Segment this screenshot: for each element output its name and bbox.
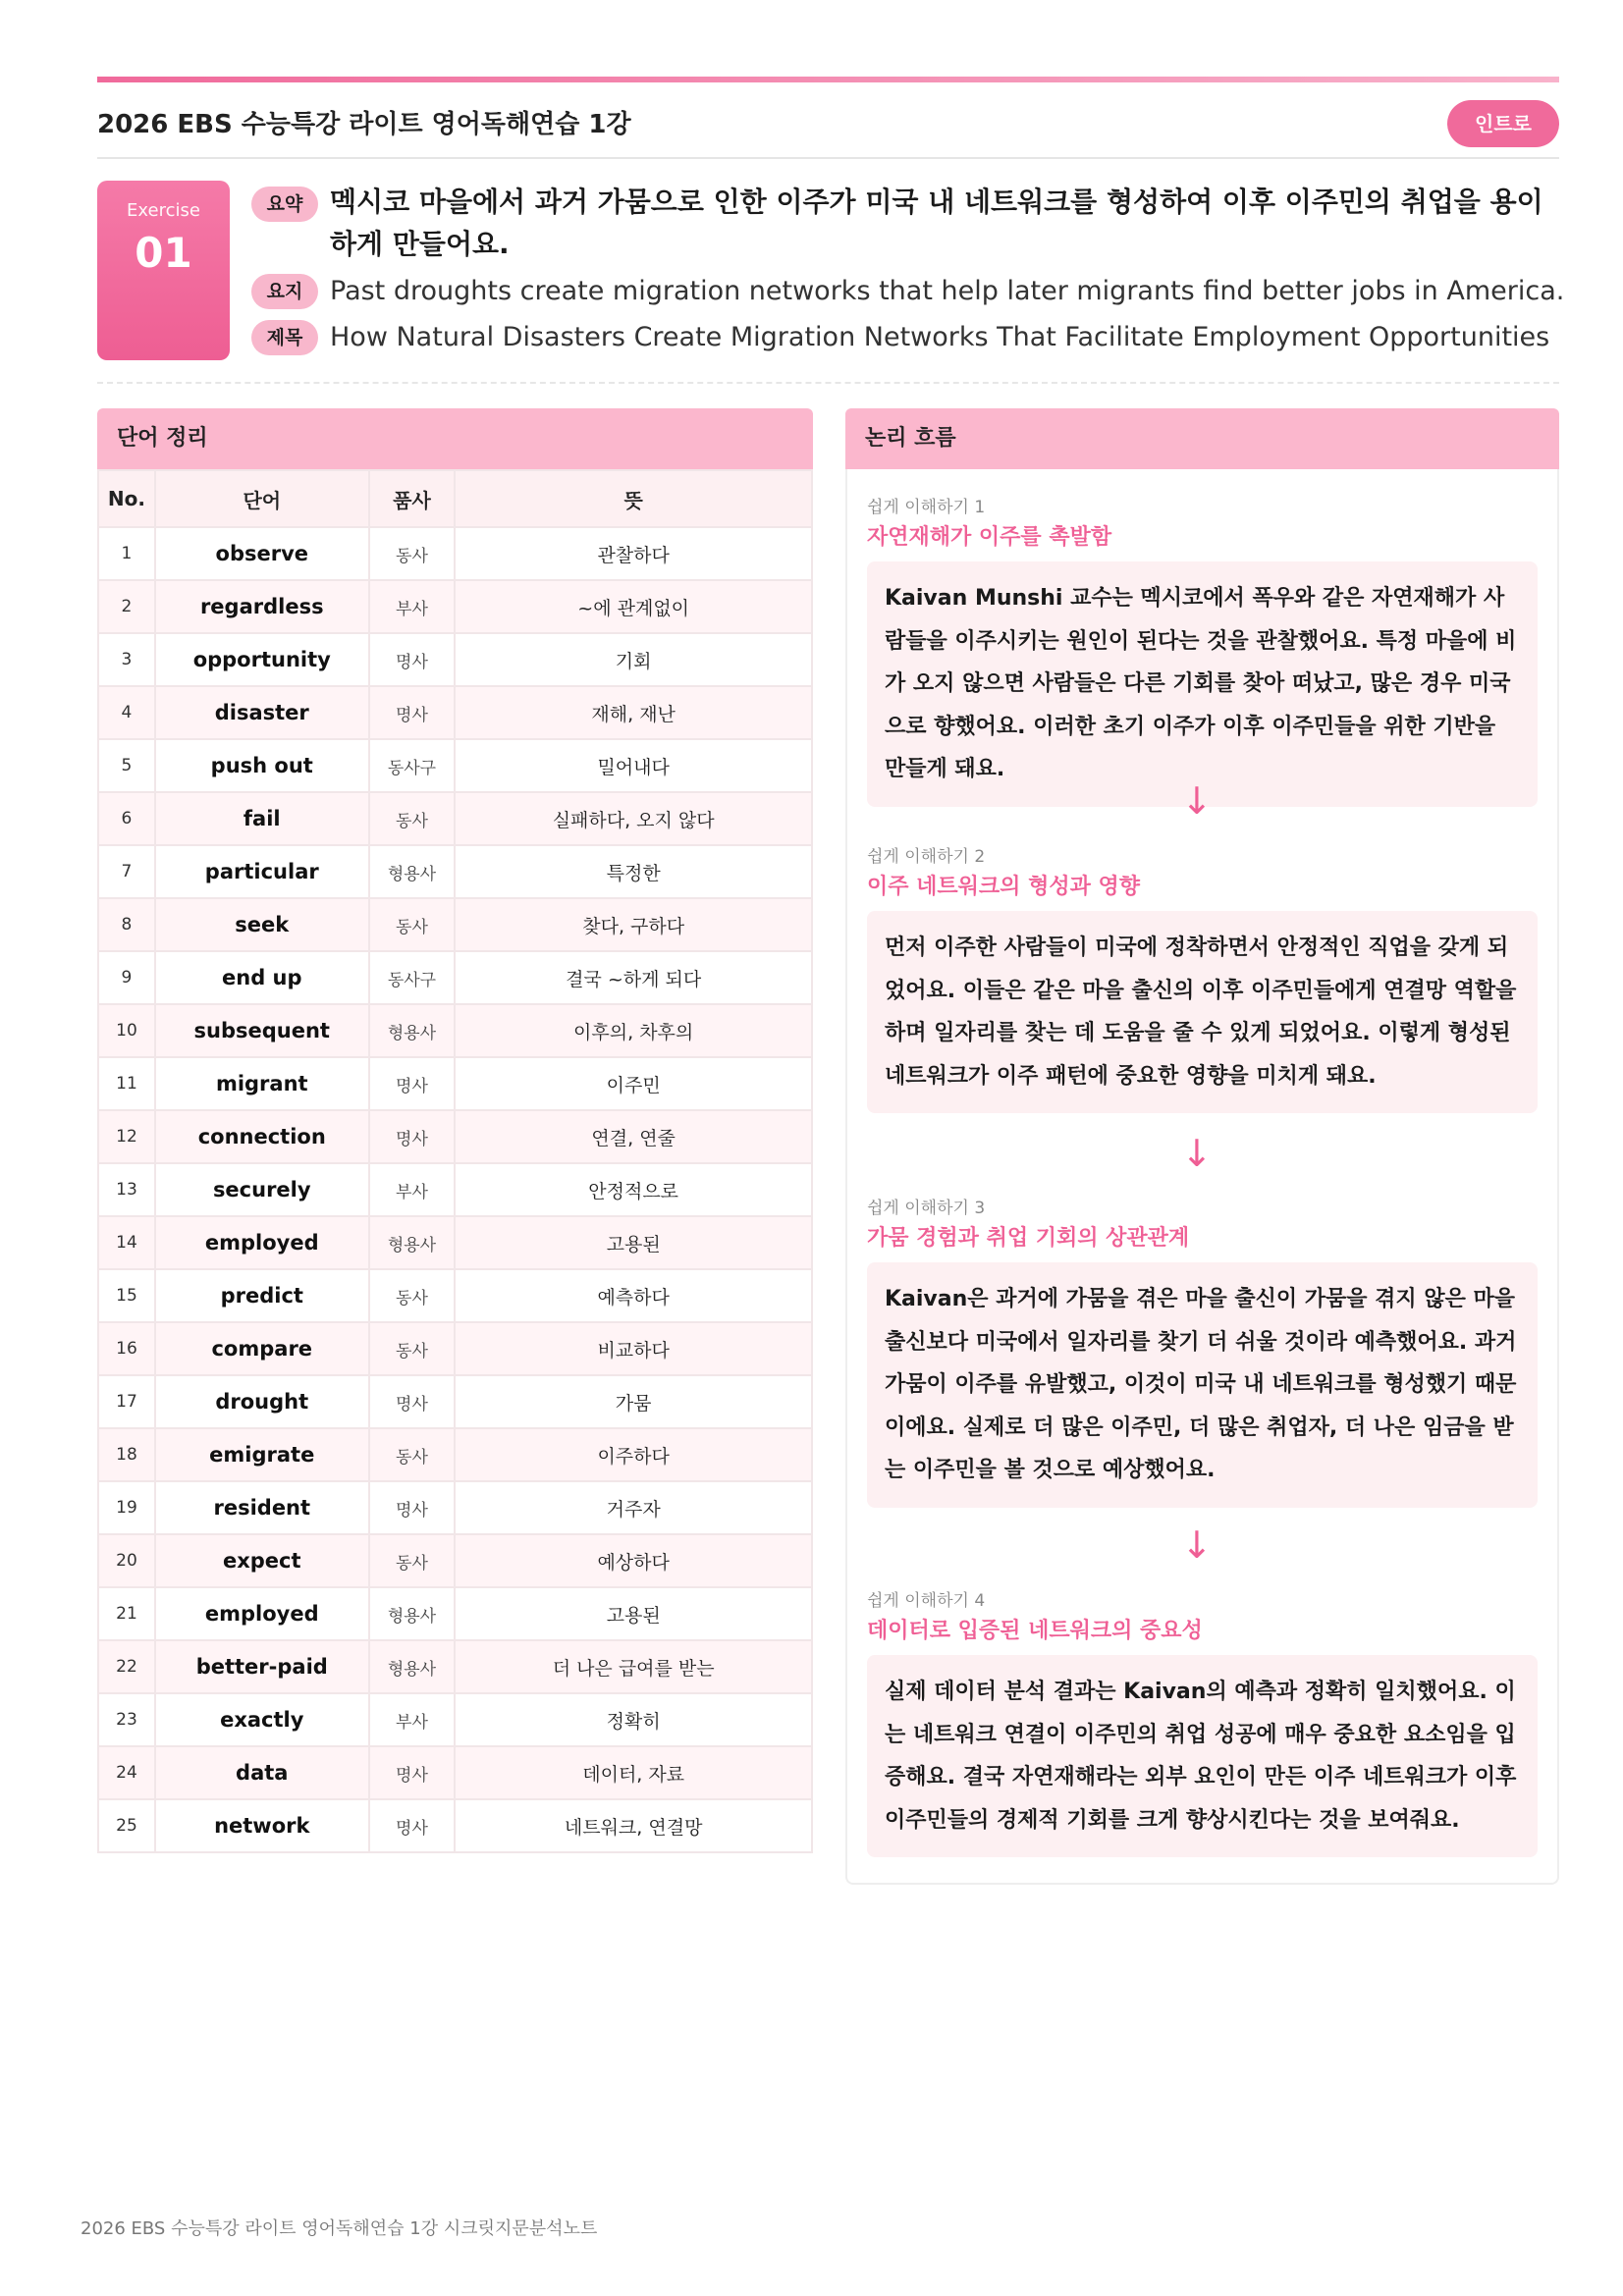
step-label: 쉽게 이해하기 1 [867,498,986,517]
cell-meaning: 특정한 [455,845,812,898]
cell-meaning: 이주민 [455,1057,812,1110]
cell-pos: 동사구 [369,739,456,792]
cell-word: employed [155,1587,369,1640]
table-row [98,1004,812,1057]
cell-word: regardless [155,580,369,633]
cell-word: fail [155,792,369,845]
cell-pos: 동사 [369,1269,456,1322]
step-title: 자연재해가 이주를 촉발함 [867,525,1112,550]
step-card: 실제 데이터 분석 결과는 Kaivan의 예측과 정확히 일치했어요. 이는 네트워크 연결이 이주민의 취업 성공에 매우 중요한 요소임을 입증해요. 결국 자연재해라는 외부 요인이 만든 이주 네트워크가 이후 이주민들의 경제적 기회를 크게 향상시킨다는 것을 보여줘요. [867,1655,1538,1857]
table-row [98,1216,812,1269]
cell-pos: 형용사 [369,1640,456,1693]
arrow-down-icon: ↓ [1181,1523,1213,1567]
cell-no: 25 [98,1799,155,1852]
cell-meaning: 연결, 연줄 [455,1110,812,1163]
cell-word: migrant [155,1057,369,1110]
cell-meaning: 비교하다 [455,1322,812,1375]
table-row [98,739,812,792]
cell-meaning: 이후의, 차후의 [455,1004,812,1057]
step-card: 먼저 이주한 사람들이 미국에 정착하면서 안정적인 직업을 갖게 되었어요. 이들은 같은 마을 출신의 이후 이주민들에게 연결망 역할을 하며 일자리를 찾는 데 도움을 줄 수 있게 되었어요. 이렇게 형성된 네트워크가 이주 패턴에 중요한 영향을 미치게 돼요. [867,911,1538,1113]
cell-pos: 동사 [369,1428,456,1481]
title-text: How Natural Disasters Create Migration Networks That Facilitate Employment Opportunities [330,322,1550,352]
cell-meaning: 예측하다 [455,1269,812,1322]
cell-no: 21 [98,1587,155,1640]
arrow-down-icon: ↓ [1181,779,1213,823]
cell-meaning: 더 나은 급여를 받는 [455,1640,812,1693]
table-row [98,1428,812,1481]
cell-no: 16 [98,1322,155,1375]
table-row [98,580,812,633]
cell-word: emigrate [155,1428,369,1481]
cell-pos: 동사 [369,527,456,580]
cell-no: 22 [98,1640,155,1693]
cell-word: securely [155,1163,369,1216]
table-row [98,1269,812,1322]
cell-word: opportunity [155,633,369,686]
cell-pos: 명사 [369,633,456,686]
top-accent-rule [97,77,1559,82]
cell-no: 5 [98,739,155,792]
summary-text: 멕시코 마을에서 과거 가뭄으로 인한 이주가 미국 내 네트워크를 형성하여 이후 이주민의 취업을 용이하게 만들어요. [330,186,1543,260]
cell-no: 3 [98,633,155,686]
cell-word: observe [155,527,369,580]
table-row [98,1110,812,1163]
cell-pos: 동사 [369,1322,456,1375]
cell-meaning: 데이터, 자료 [455,1746,812,1799]
cell-word: drought [155,1375,369,1428]
cell-word: network [155,1799,369,1852]
cell-no: 15 [98,1269,155,1322]
exercise-box [97,181,230,360]
table-row [98,686,812,739]
step-title: 가뭄 경험과 취업 기회의 상관관계 [867,1226,1190,1251]
cell-word: seek [155,898,369,951]
step-title: 데이터로 입증된 네트워크의 중요성 [867,1619,1203,1643]
table-row [98,527,812,580]
exercise-number: 01 [135,229,192,277]
cell-no: 1 [98,527,155,580]
cell-pos: 명사 [369,1481,456,1534]
cell-meaning: 네트워크, 연결망 [455,1799,812,1852]
cell-pos: 형용사 [369,845,456,898]
table-row [98,1587,812,1640]
cell-meaning: 밀어내다 [455,739,812,792]
cell-meaning: 고용된 [455,1587,812,1640]
cell-no: 11 [98,1057,155,1110]
col-meaning-header: 뜻 [455,470,812,527]
cell-word: better-paid [155,1640,369,1693]
cell-word: particular [155,845,369,898]
page-header [97,100,1559,159]
cell-no: 20 [98,1534,155,1587]
cell-pos: 부사 [369,580,456,633]
cell-no: 23 [98,1693,155,1746]
cell-no: 9 [98,951,155,1004]
step-label: 쉽게 이해하기 2 [867,847,986,867]
flow-panel [845,469,1559,1885]
gist-tag: 요지 [251,274,318,309]
cell-pos: 형용사 [369,1004,456,1057]
col-pos-header: 품사 [369,470,456,527]
cell-pos: 부사 [369,1163,456,1216]
section-divider [97,382,1559,384]
table-row [98,1746,812,1799]
step-label: 쉽게 이해하기 3 [867,1199,986,1218]
cell-word: compare [155,1322,369,1375]
col-no-header: No. [98,470,155,527]
summary-tag: 요약 [251,187,318,222]
table-row [98,1799,812,1852]
cell-pos: 명사 [369,1110,456,1163]
cell-no: 13 [98,1163,155,1216]
table-row [98,1534,812,1587]
page-title: 2026 EBS 수능특강 라이트 영어독해연습 1강 [97,110,631,139]
cell-word: push out [155,739,369,792]
table-row [98,1693,812,1746]
vocab-body [98,527,812,1852]
cell-word: end up [155,951,369,1004]
cell-no: 19 [98,1481,155,1534]
table-row [98,1375,812,1428]
cell-word: connection [155,1110,369,1163]
table-row [98,1640,812,1693]
table-row [98,845,812,898]
cell-pos: 명사 [369,686,456,739]
cell-pos: 명사 [369,1375,456,1428]
cell-no: 2 [98,580,155,633]
cell-pos: 부사 [369,1693,456,1746]
cell-pos: 형용사 [369,1216,456,1269]
cell-no: 14 [98,1216,155,1269]
cell-pos: 명사 [369,1746,456,1799]
vocab-header-row [98,470,812,527]
cell-no: 4 [98,686,155,739]
cell-meaning: ~에 관계없이 [455,580,812,633]
table-row [98,898,812,951]
cell-word: expect [155,1534,369,1587]
cell-pos: 동사 [369,898,456,951]
table-row [98,1057,812,1110]
cell-meaning: 결국 ~하게 되다 [455,951,812,1004]
cell-word: predict [155,1269,369,1322]
cell-no: 18 [98,1428,155,1481]
table-row [98,1163,812,1216]
cell-pos: 명사 [369,1799,456,1852]
cell-pos: 동사 [369,1534,456,1587]
col-word-header: 단어 [155,470,369,527]
page-footer: 2026 EBS 수능특강 라이트 영어독해연습 1강 시크릿지문분석노트 [81,2218,598,2239]
cell-pos: 형용사 [369,1587,456,1640]
cell-no: 6 [98,792,155,845]
cell-no: 24 [98,1746,155,1799]
cell-pos: 동사구 [369,951,456,1004]
step-label: 쉽게 이해하기 4 [867,1591,986,1611]
cell-no: 12 [98,1110,155,1163]
table-row [98,951,812,1004]
flow-heading: 논리 흐름 [845,408,1559,469]
table-row [98,633,812,686]
cell-meaning: 안정적으로 [455,1163,812,1216]
step-title: 이주 네트워크의 형성과 영향 [867,875,1141,899]
cell-meaning: 관찰하다 [455,527,812,580]
cell-no: 8 [98,898,155,951]
cell-no: 7 [98,845,155,898]
cell-meaning: 실패하다, 오지 않다 [455,792,812,845]
cell-word: resident [155,1481,369,1534]
cell-word: employed [155,1216,369,1269]
cell-word: subsequent [155,1004,369,1057]
cell-meaning: 찾다, 구하다 [455,898,812,951]
table-row [98,792,812,845]
vocab-heading: 단어 정리 [97,408,813,469]
cell-word: data [155,1746,369,1799]
intro-badge[interactable]: 인트로 [1447,100,1559,147]
cell-meaning: 거주자 [455,1481,812,1534]
title-tag: 제목 [251,320,318,355]
cell-meaning: 재해, 재난 [455,686,812,739]
exercise-label: Exercise [127,200,200,221]
cell-no: 10 [98,1004,155,1057]
table-row [98,1322,812,1375]
cell-word: disaster [155,686,369,739]
vocab-table [97,469,813,1853]
gist-text: Past droughts create migration networks that help later migrants find better jobs in America. [330,276,1565,306]
cell-meaning: 이주하다 [455,1428,812,1481]
cell-no: 17 [98,1375,155,1428]
cell-pos: 동사 [369,792,456,845]
cell-meaning: 정확히 [455,1693,812,1746]
arrow-down-icon: ↓ [1181,1132,1213,1175]
cell-meaning: 가뭄 [455,1375,812,1428]
step-card: Kaivan은 과거에 가뭄을 겪은 마을 출신이 가뭄을 겪지 않은 마을 출신보다 미국에서 일자리를 찾기 더 쉬울 것이라 예측했어요. 과거 가뭄이 이주를 유발했고, 이것이 미국 내 네트워크를 형성했기 때문이에요. 실제로 더 많은 이주민, 더 많은 취업자, 더 나은 임금을 받는 이주민을 볼 것으로 예상했어요. [867,1262,1538,1508]
step-card: Kaivan Munshi 교수는 멕시코에서 폭우와 같은 자연재해가 사람들을 이주시키는 원인이 된다는 것을 관찰했어요. 특정 마을에 비가 오지 않으면 사람들은 다른 기회를 찾아 떠났고, 많은 경우 미국으로 향했어요. 이러한 초기 이주가 이후 이주민들을 위한 기반을 만들게 돼요. [867,561,1538,807]
cell-word: exactly [155,1693,369,1746]
cell-meaning: 고용된 [455,1216,812,1269]
table-row [98,1481,812,1534]
cell-pos: 명사 [369,1057,456,1110]
cell-meaning: 기회 [455,633,812,686]
cell-meaning: 예상하다 [455,1534,812,1587]
